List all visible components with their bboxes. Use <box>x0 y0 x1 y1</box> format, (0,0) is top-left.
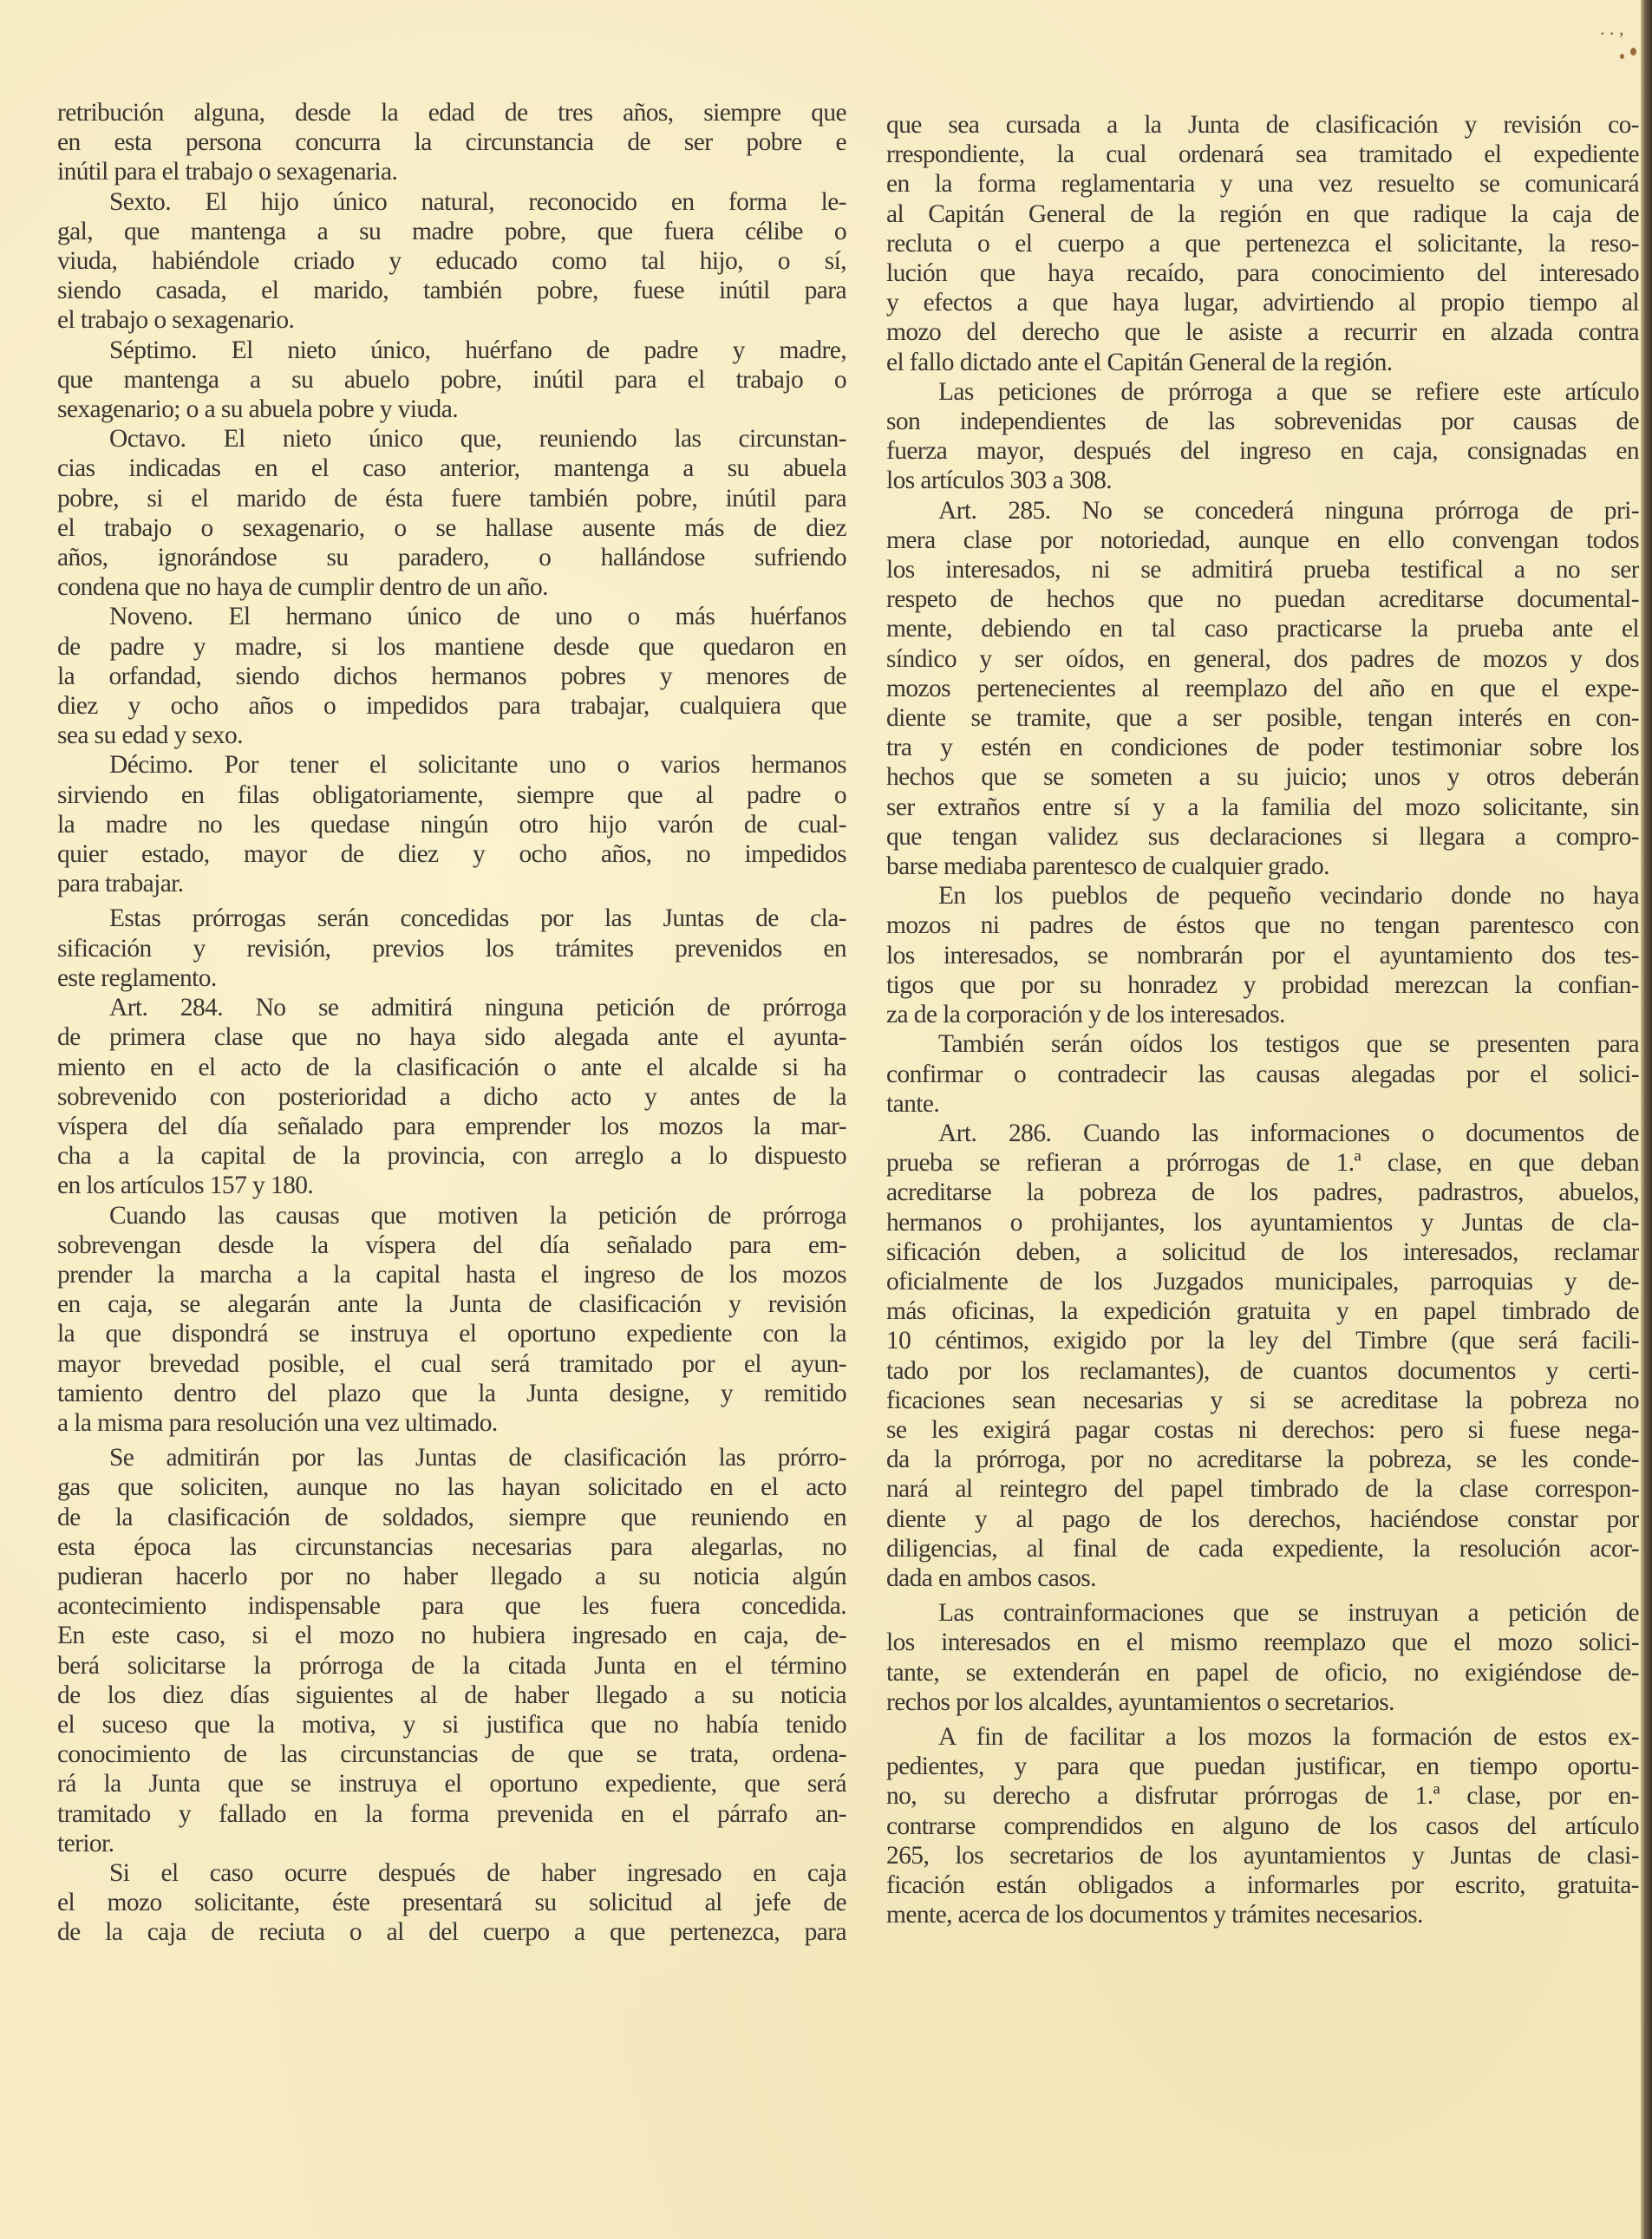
text-line: a la misma para resolución una vez ultimado. <box>57 1408 498 1437</box>
text-line: mozos pertenecientes al reemplazo del año en que el expe- <box>886 674 1639 702</box>
text-line: cha a la capital de la provincia, con arreglo a lo dispuesto <box>57 1142 846 1171</box>
text-line: acreditarse la pobreza de los padres, padrastros, abuelos, <box>886 1178 1639 1207</box>
text-line: de padre y madre, si los mantiene desde que quedaron en <box>57 632 846 661</box>
text-line: para trabajar. <box>57 870 184 898</box>
text-line: dada en ambos casos. <box>886 1563 1096 1592</box>
text-line: za de la corporación y de los interesados. <box>886 1001 1285 1029</box>
text-line: que mantenga a su abuelo pobre, inútil para el trabajo o <box>57 365 846 394</box>
text-line: gal, que mantenga a su madre pobre, que fuera célibe o <box>57 217 846 245</box>
text-line: lución que haya recaído, para conocimiento del interesado <box>886 259 1639 288</box>
text-line: barse mediaba parentesco de cualquier grado. <box>886 852 1329 881</box>
text-line: tigos que por su honradez y probidad merezcan la confian- <box>886 970 1639 999</box>
text-line: tramitado y fallado en la forma prevenida en el párrafo an- <box>57 1799 846 1828</box>
text-line: prueba se refieran a prórrogas de 1.ª clase, en que deban <box>886 1149 1639 1178</box>
text-line: terior. <box>57 1829 114 1857</box>
text-line: quier estado, mayor de diez y ocho años, no impedidos <box>57 840 846 869</box>
text-line: diez y ocho años o impedidos para trabajar, cualquiera que <box>57 692 846 721</box>
text-line: condena que no haya de cumplir dentro de un año. <box>57 573 548 602</box>
text-line: se les exigirá pagar costas ni derechos: pero si fuese nega- <box>886 1415 1639 1444</box>
text-line: Art. 285. No se concederá ninguna prórroga de pri- <box>938 496 1639 525</box>
text-line: de la clasificación de soldados, siempre que reuniendo en <box>57 1503 846 1531</box>
text-line: el fallo dictado ante el Capitán General de la región. <box>886 348 1393 376</box>
text-line: son independientes de las sobrevenidas por causas de <box>886 408 1639 436</box>
text-line: sirviendo en filas obligatoriamente, siempre que al padre o <box>57 780 846 809</box>
ink-spot <box>1620 54 1624 59</box>
text-line: tra y estén en condiciones de poder testimoniar sobre los <box>886 734 1639 762</box>
text-line: el suceso que la motiva, y si justifica que no había tenido <box>57 1710 846 1739</box>
text-line: da la prórroga, por no acreditarse la pobreza, se les conde- <box>886 1446 1639 1474</box>
text-line: fuerza mayor, después del ingreso en caja, consignadas en <box>886 437 1639 466</box>
text-line: Cuando las causas que motiven la petición de prórroga <box>109 1201 846 1230</box>
text-line: que sea cursada a la Junta de clasificación y revisión co- <box>886 111 1639 139</box>
text-line: pedientes, y para que puedan justificar, en tiempo oportu- <box>886 1753 1639 1781</box>
text-line: Art. 284. No se admitirá ninguna petición de prórroga <box>109 994 846 1022</box>
text-line: este reglamento. <box>57 963 217 992</box>
corner-marks: . . , <box>1600 17 1624 39</box>
text-line: mente, acerca de los documentos y trámites necesarios. <box>886 1901 1423 1929</box>
text-line: los artículos 303 a 308. <box>886 467 1113 495</box>
text-line: diente y al pago de los derechos, haciéndose constar por <box>886 1505 1639 1533</box>
text-line: de primera clase que no haya sido alegada ante el ayunta- <box>57 1023 846 1052</box>
text-line: nará al reintegro del papel timbrado de la clase correspon- <box>886 1475 1639 1504</box>
text-line: acontecimiento indispensable para que les fuera concedida. <box>57 1592 846 1621</box>
text-line: los interesados, ni se admitirá prueba testifical a no ser <box>886 556 1639 584</box>
text-line: También serán oídos los testigos que se presenten para <box>938 1030 1639 1059</box>
text-line: sexagenario; o a su abuela pobre y viuda. <box>57 395 458 424</box>
text-line: confirmar o contradecir las causas alegadas por el solici- <box>886 1060 1639 1088</box>
text-line: rrespondiente, la cual ordenará sea tramitado el expediente <box>886 140 1639 169</box>
text-line: oficialmente de los Juzgados municipales, parroquias y de- <box>886 1267 1639 1296</box>
text-line: víspera del día señalado para emprender los mozos la mar- <box>57 1112 846 1140</box>
text-line: más oficinas, la expedición gratuita y en papel timbrado de <box>886 1297 1639 1326</box>
text-line: conocimiento de las circunstancias de que se trata, ordena- <box>57 1740 846 1769</box>
text-line: 265, los secretarios de los ayuntamientos y Juntas de clasi- <box>886 1841 1639 1870</box>
text-line: viuda, habiéndole criado y educado como tal hijo, o sí, <box>57 247 846 276</box>
text-line: sobrevenido con posterioridad a dicho acto y antes de la <box>57 1082 846 1111</box>
left-text-column <box>57 98 846 1948</box>
text-line: siendo casada, el marido, también pobre, fuese inútil para <box>57 277 846 305</box>
text-line: hechos que se someten a su juicio; unos y otros deberán <box>886 763 1639 792</box>
text-line: Décimo. Por tener el solicitante uno o varios hermanos <box>109 751 846 780</box>
text-line: de los diez días siguientes al de haber llegado a su noticia <box>57 1681 846 1709</box>
text-line: años, ignorándose su paradero, o hallándose sufriendo <box>57 544 846 572</box>
text-line: recluta o el cuerpo a que pertenezca el solicitante, la reso- <box>886 229 1639 258</box>
text-line: en caja, se alegarán ante la Junta de clasificación y revisión <box>57 1290 846 1319</box>
text-line: de la caja de reciuta o al del cuerpo a que pertenezca, para <box>57 1918 846 1947</box>
text-line: ficación están obligados a informarles por escrito, gratuita- <box>886 1870 1639 1899</box>
text-line: en los artículos 157 y 180. <box>57 1172 314 1200</box>
text-line: el mozo solicitante, éste presentará su solicitud al jefe de <box>57 1889 846 1917</box>
text-line: Sexto. El hijo único natural, reconocido en forma le- <box>109 187 846 216</box>
text-line: en esta persona concurra la circunstancia de ser pobre e <box>57 128 846 157</box>
text-line: Si el caso ocurre después de haber ingresado en caja <box>109 1858 846 1887</box>
text-line: En los pueblos de pequeño vecindario donde no haya <box>938 882 1639 911</box>
text-line: mozo del derecho que le asiste a recurrir en alzada contra <box>886 318 1639 347</box>
text-line: berá solicitarse la prórroga de la citada Junta en el término <box>57 1651 846 1680</box>
text-line: ficaciones sean necesarias y si se acreditase la pobreza no <box>886 1386 1639 1414</box>
text-line: contrarse comprendidos en alguno de los casos del artículo <box>886 1811 1639 1840</box>
text-line: tamiento dentro del plazo que la Junta designe, y remitido <box>57 1379 846 1407</box>
text-line: Las peticiones de prórroga a que se refiere este artículo <box>938 377 1639 406</box>
text-line: la madre no les quedase ningún otro hijo varón de cual- <box>57 810 846 839</box>
text-line: sificación y revisión, previos los trámites prevenidos en <box>57 934 846 963</box>
text-line: Estas prórrogas serán concedidas por las Juntas de cla- <box>109 904 846 933</box>
right-text-column <box>886 110 1639 1929</box>
text-line: mente, debiendo en tal caso practicarse la prueba ante el <box>886 615 1639 643</box>
text-line: hermanos o prohijantes, los ayuntamientos y Juntas de cla- <box>886 1208 1639 1237</box>
text-line: los interesados, se nombrarán por el ayuntamiento dos tes- <box>886 941 1639 969</box>
text-line: miento en el acto de la clasificación o ante el alcalde si ha <box>57 1053 846 1081</box>
text-line: respeto de hechos que no puedan acreditarse documental- <box>886 585 1639 614</box>
text-line: el trabajo o sexagenario. <box>57 306 295 335</box>
text-line: no, su derecho a disfrutar prórrogas de 1.ª clase, por en- <box>886 1782 1639 1811</box>
text-line: mayor brevedad posible, el cual será tramitado por el ayun- <box>57 1349 846 1378</box>
text-line: tante. <box>886 1089 940 1118</box>
text-line: cias indicadas en el caso anterior, mantenga a su abuela <box>57 454 846 483</box>
text-line: que tengan validez sus declaraciones si llegara a compro- <box>886 822 1639 851</box>
text-line: gas que soliciten, aunque no las hayan solicitado en el acto <box>57 1473 846 1502</box>
text-line: Art. 286. Cuando las informaciones o documentos de <box>938 1119 1639 1147</box>
text-line: pobre, si el marido de ésta fuere también pobre, inútil para <box>57 484 846 512</box>
text-line: retribución alguna, desde la edad de tres años, siempre que <box>57 99 846 127</box>
text-line: Octavo. El nieto único que, reuniendo las circunstan- <box>109 425 846 454</box>
ink-spot <box>1630 48 1636 55</box>
text-line: y efectos a que haya lugar, advirtiendo al propio tiempo al <box>886 289 1639 317</box>
text-line: rá la Junta que se instruya el oportuno expediente, que será <box>57 1770 846 1798</box>
text-line: sobrevengan desde la víspera del día señalado para em- <box>57 1230 846 1259</box>
page-binding-edge <box>1641 0 1652 2239</box>
text-line: mera clase por notoriedad, aunque en ello convengan todos <box>886 525 1639 554</box>
text-line: En este caso, si el mozo no hubiera ingresado en caja, de- <box>57 1622 846 1650</box>
text-line: sificación deben, a solicitud de los interesados, reclamar <box>886 1237 1639 1266</box>
text-line: inútil para el trabajo o sexagenaria. <box>57 158 398 186</box>
text-line: sea su edad y sexo. <box>57 721 243 750</box>
text-line: 10 céntimos, exigido por la ley del Timbre (que será facili- <box>886 1327 1639 1355</box>
text-line: Se admitirán por las Juntas de clasificación las prórro- <box>109 1444 846 1472</box>
text-line: rechos por los alcaldes, ayuntamientos o secretarios. <box>886 1687 1394 1716</box>
text-line: la orfandad, siendo dichos hermanos pobres y menores de <box>57 662 846 690</box>
text-line: diente se tramite, que a ser posible, tengan interés en con- <box>886 704 1639 733</box>
text-line: Séptimo. El nieto único, huérfano de padre y madre, <box>109 336 846 364</box>
text-line: esta época las circunstancias necesarias para alegarlas, no <box>57 1532 846 1561</box>
text-line: los interesados en el mismo reemplazo que el mozo solici- <box>886 1629 1639 1657</box>
text-line: en la forma reglamentaria y una vez resuelto se comunicará <box>886 170 1639 199</box>
text-line: el trabajo o sexagenario, o se hallase ausente más de diez <box>57 513 846 542</box>
text-line: mozos ni padres de éstos que no tengan parentesco con <box>886 911 1639 940</box>
text-line: síndico y ser oídos, en general, dos padres de mozos y dos <box>886 644 1639 673</box>
text-line: pudieran hacerlo por no haber llegado a su noticia algún <box>57 1562 846 1590</box>
text-line: tado por los reclamantes), de cuantos documentos y certi- <box>886 1356 1639 1385</box>
text-line: al Capitán General de la región en que radique la caja de <box>886 199 1639 228</box>
text-line: A fin de facilitar a los mozos la formación de estos ex- <box>938 1722 1639 1751</box>
text-line: diligencias, al final de cada expediente, la resolución acor- <box>886 1534 1639 1563</box>
text-line: ser extraños entre sí y a la familia del mozo solicitante, sin <box>886 793 1639 821</box>
text-line: Noveno. El hermano único de uno o más huérfanos <box>109 603 846 631</box>
text-line: Las contrainformaciones que se instruyan a petición de <box>938 1599 1639 1628</box>
text-line: tante, se extenderán en papel de oficio, no exigiéndose de- <box>886 1658 1639 1687</box>
text-line: la que dispondrá se instruya el oportuno expediente con la <box>57 1320 846 1348</box>
text-line: prender la marcha a la capital hasta el ingreso de los mozos <box>57 1260 846 1289</box>
